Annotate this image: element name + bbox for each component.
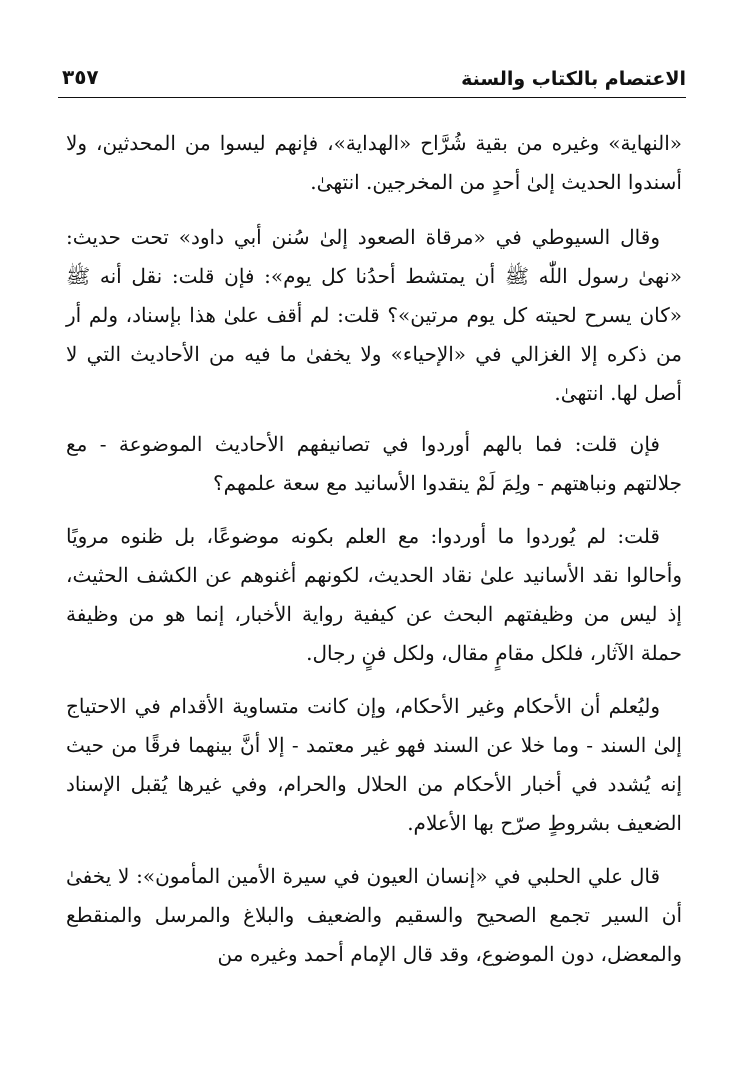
header-rule: [58, 97, 686, 98]
paragraph-1: «النهاية» وغيره من بقية شُرَّاح «الهداية»، فإنهم ليسوا من المحدثين، ولا أسندوا الحديث إلىٰ أحدٍ من المخرجين. انتهىٰ.: [66, 131, 682, 194]
running-title: الاعتصام بالكتاب والسنة: [461, 68, 686, 90]
page-number: ٣٥٧: [62, 65, 99, 89]
paragraph-4: قلت: لم يُوردوا ما أوردوا: مع العلم بكونه موضوعًا، بل ظنوه مرويًا وأحالوا نقد الأسانيد علىٰ نقاد الحديث، لكونهم أغنوهم عن الكشف الحثيث، إذ ليس من وظيفتهم البحث عن كيفية رواية الأخبار، إنما هو من وظيفة حملة الآثار، فلكل مقامٍ مقال، ولكل فنٍ رجال.: [66, 524, 682, 665]
paragraph-3: فإن قلت: فما بالهم أوردوا في تصانيفهم الأحاديث الموضوعة - مع جلالتهم ونباهتهم - ولِمَ لَمْ ينقدوا الأسانيد مع سعة علمهم؟: [66, 432, 682, 495]
paragraph-6: قال علي الحلبي في «إنسان العيون في سيرة الأمين المأمون»: لا يخفىٰ أن السير تجمع الصحيح والسقيم والضعيف والبلاغ والمرسل والمنقطع والمعضل، دون الموضوع، وقد قال الإمام أحمد وغيره من: [66, 864, 682, 966]
paragraph-2: وقال السيوطي في «مرقاة الصعود إلىٰ سُنن أبي داود» تحت حديث: «نهىٰ رسول اللّٰه ﷺ أن يمتشط أحدُنا كل يوم»: فإن قلت: نقل أنه ﷺ «كان يسرح لحيته كل يوم مرتين»؟ قلت: لم أقف علىٰ هذا بإسناد، ولم أر من ذكره إلا الغزالي في «الإحياء» ولا يخفىٰ ما فيه من الأحاديث التي لا أصل لها. انتهىٰ.: [66, 225, 682, 405]
paragraph-5: وليُعلم أن الأحكام وغير الأحكام، وإن كانت متساوية الأقدام في الاحتياج إلىٰ السند - وما خلا عن السند فهو غير معتمد - إلا أنَّ بينهما فرقًا من حيث إنه يُشدد في أخبار الأحكام من الحلال والحرام، وفي غيرها يُقبل الإسناد الضعيف بشروطٍ صرّح بها الأعلام.: [66, 694, 682, 835]
page-header: [58, 62, 686, 98]
body-text: [66, 124, 682, 988]
